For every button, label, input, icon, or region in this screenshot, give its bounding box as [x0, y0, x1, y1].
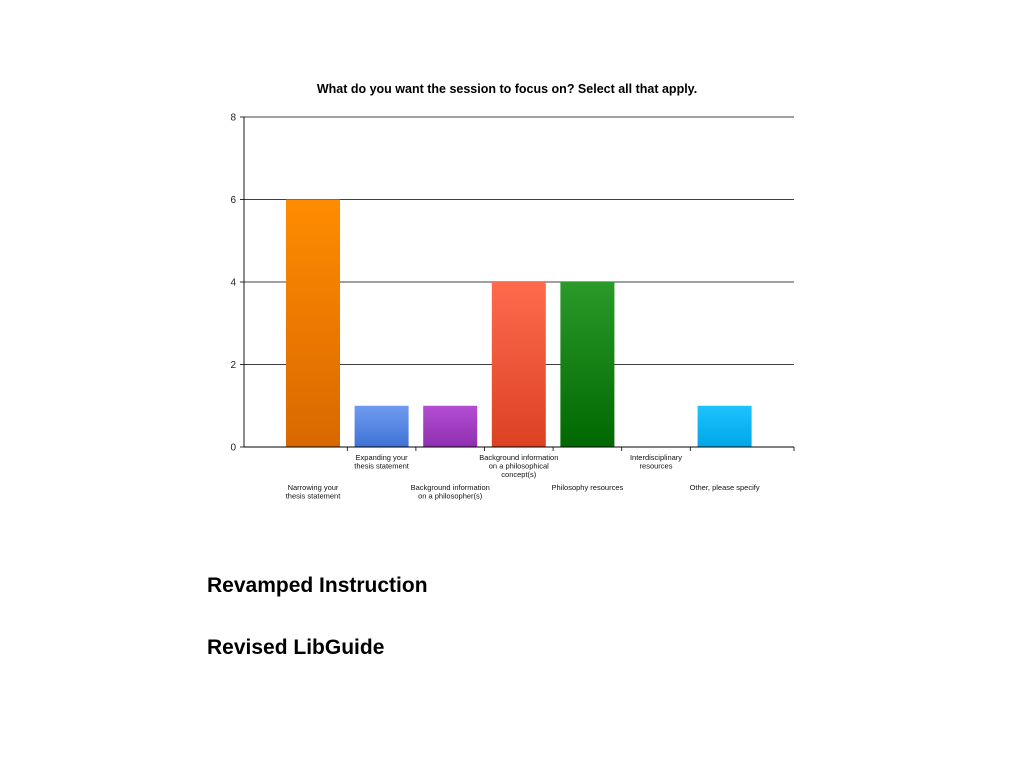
category-label-0: Narrowing your thesis statement: [285, 483, 341, 501]
bar-3: [492, 282, 546, 447]
y-tick-label-6: 6: [230, 195, 236, 206]
category-label-3: Background information on a philosophical concept(s): [479, 453, 559, 479]
revised-libguide-heading: Revised LibGuide: [207, 636, 385, 659]
category-labels: [286, 453, 760, 501]
y-tick-label-8: 8: [230, 112, 236, 124]
bar-2: [423, 406, 477, 447]
bar-4: [560, 282, 614, 447]
bar-0: [286, 200, 340, 448]
bar-6: [698, 406, 752, 447]
bars: [286, 200, 752, 448]
category-label-5: Interdisciplinary resources: [629, 453, 683, 471]
y-tick-label-2: 2: [230, 360, 236, 371]
category-label-4: Philosophy resources: [551, 483, 624, 492]
category-label-1: Expanding your thesis statement: [354, 453, 409, 471]
y-tick-label-4: 4: [230, 277, 236, 289]
revamped-instruction-heading: Revamped Instruction: [207, 574, 428, 597]
category-label-6: Other, please specify: [689, 483, 760, 492]
bar-1: [355, 406, 409, 447]
y-tick-label-0: 0: [230, 442, 236, 454]
category-label-2: Background information on a philosopher(s): [410, 483, 490, 501]
chart-title: What do you want the session to focus on? Select all that apply.: [316, 82, 698, 96]
